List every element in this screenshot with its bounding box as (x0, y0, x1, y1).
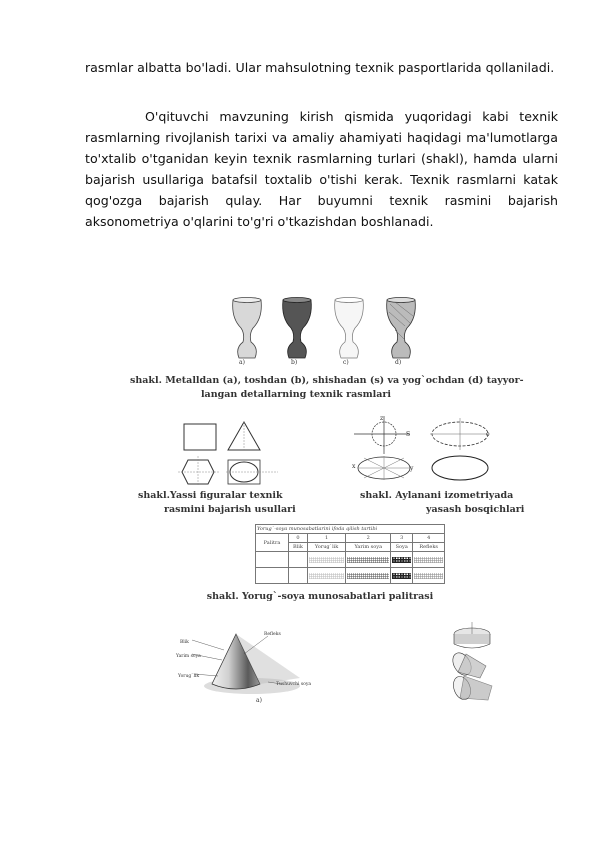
figure4-caption: shakl. Yorug`-soya munosabatlari palitrasi (206, 591, 434, 602)
axis-label-x: x (352, 463, 356, 470)
axis-label-y: y (410, 465, 414, 472)
cone-label-cast-shadow: Tushuvchi soya (276, 682, 312, 687)
palette-swatch-halfshade (346, 552, 391, 568)
vase-stone (283, 298, 312, 359)
cylinder-top (454, 622, 490, 648)
vase-label-c: c) (343, 359, 349, 366)
axis-label-z: z (380, 415, 384, 422)
cone-figure (172, 628, 322, 704)
vases-figure (225, 296, 425, 368)
vase-label-d: d) (395, 359, 402, 366)
palette-col-num: 4 (413, 534, 445, 543)
palette-col-name: Blik (289, 543, 308, 552)
figure2-caption-line1: shakl.Yassi figuralar texnik (138, 490, 283, 501)
paragraph-intro: rasmlar albatta bo'ladi. Ular mahsulotning texnik pasportlarida qollaniladi. (85, 60, 555, 75)
cone-label-blik: Blik (180, 640, 189, 645)
cone-label-halfshade: Yarim soya (176, 654, 201, 659)
axis-label-s: S (406, 431, 411, 438)
palette-table-title: Yorug`-soya munosabatlarini ifoda qilish tartibi (256, 525, 445, 534)
figure3-caption-line1: shakl. Aylanani izometriyada (360, 490, 514, 501)
palette-table (255, 524, 445, 584)
cone-label-light: Yorug`lik (178, 674, 200, 679)
cone-sub-label: a) (256, 697, 262, 704)
figure1-caption-line1: shakl. Metalldan (a), toshdan (b), shishadan (s) va yog`ochdan (d) tayyor- (130, 375, 524, 386)
isometric-circle-drawing (350, 414, 500, 486)
cone-label-refleks: Refleks (264, 632, 281, 637)
flat-figures-drawing (178, 420, 288, 488)
palette-col-num: 3 (391, 534, 413, 543)
cylinders-figure (440, 620, 500, 702)
figure1-caption-line2: langan detallarning texnik rasmlari (200, 389, 392, 400)
palette-row-head: Palitra (256, 534, 289, 552)
cylinder-bottom (450, 674, 492, 702)
vase-metal (233, 298, 262, 359)
palette-col-name: Yorug`lik (307, 543, 346, 552)
palette-swatch-reflex (413, 552, 445, 568)
axis-label-c: c (486, 431, 490, 438)
palette-col-name: Refleks (413, 543, 445, 552)
vase-label-b: b) (291, 359, 298, 366)
vase-glass (335, 298, 364, 359)
palette-swatch-light (307, 552, 346, 568)
figure3-caption-line2: yasash bosqichlari (426, 504, 525, 515)
palette-col-name: Soya (391, 543, 413, 552)
palette-swatch-shade (391, 552, 413, 568)
palette-col-num: 2 (346, 534, 391, 543)
palette-col-num: 0 (289, 534, 308, 543)
figure2-caption-line2: rasmini bajarish usullari (164, 504, 296, 515)
palette-col-num: 1 (307, 534, 346, 543)
vase-wood (387, 298, 416, 359)
palette-swatch-blik (289, 552, 308, 568)
palette-col-name: Yarim soya (346, 543, 391, 552)
vase-label-a: a) (239, 359, 245, 366)
cylinder-middle (449, 650, 486, 679)
paragraph-main: O'qituvchi mavzuning kirish qismida yuqoridagi kabi texnik rasmlarning rivojlanish tarixi va amaliy ahamiyati haqidagi ma'lumotlarga to'xtalib o'tganidan keyin texnik rasmlarning turlari (shakl), hamda ularni bajarish usullariga batafsil toxtalib o'tishi kerak. Texnik rasmlarni katak qog'ozga bajarish qulay. Har buyumni texnik rasmini bajarish aksonometriya o'qlarini to'g'ri o'tkazishdan boshlanadi. (85, 109, 558, 229)
